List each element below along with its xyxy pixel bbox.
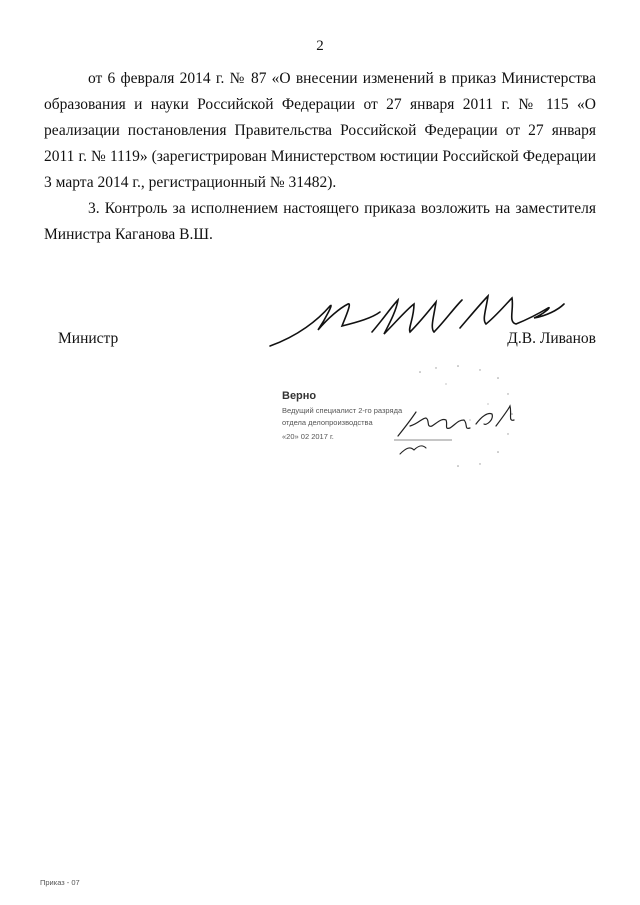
minister-signature	[268, 284, 568, 364]
stamp-date: «20» 02 2017 г.	[282, 432, 334, 441]
signer-title: Министр	[58, 330, 119, 347]
stamp-title: Верно	[282, 390, 317, 402]
stamp-position: Ведущий специалист 2-го разряда	[282, 406, 403, 415]
handwritten-signature	[392, 396, 522, 456]
footer-code: Приказ - 07	[40, 878, 80, 887]
certification-stamp	[282, 390, 522, 470]
signer-name: Д.В. Ливанов	[507, 330, 596, 347]
paragraph-continuation: от 6 февраля 2014 г. № 87 «О внесении изменений в приказ Министерства образования и науки Российской Федерации от 27 января 2011 г. № 115 «О реализации постановления Правительства Российской Федерации от 27 января 2011 г. № 1119» (зарегистрирован Министерством юстиции Российской Федерации 3 марта 2014 г., регистрационный № 31482).	[44, 70, 596, 191]
document-body	[44, 66, 596, 248]
page-number: 2	[316, 38, 324, 54]
stamp-department: отдела делопроизводства	[282, 418, 373, 427]
paragraph-control: 3. Контроль за исполнением настоящего приказа возложить на заместителя Министра Каганова В.Ш.	[44, 200, 596, 243]
